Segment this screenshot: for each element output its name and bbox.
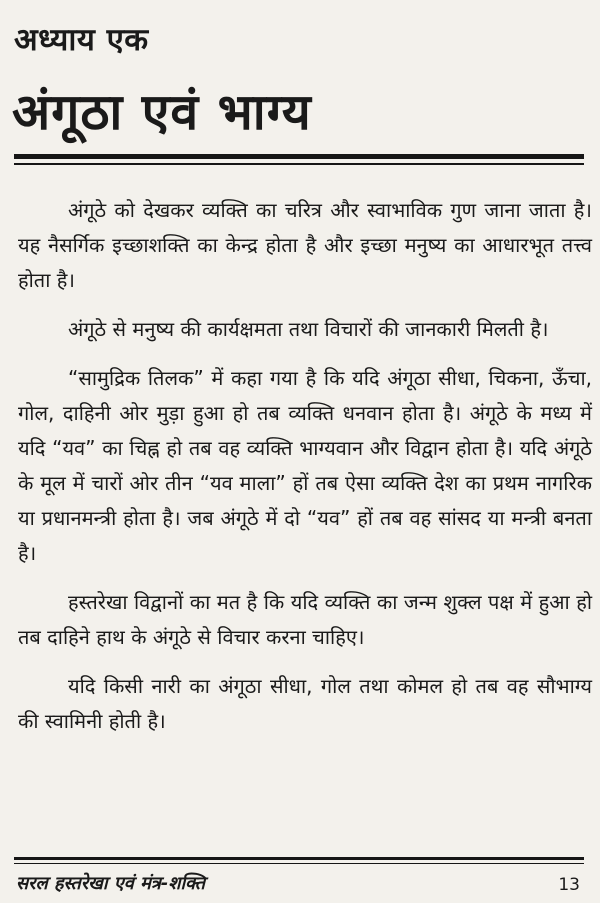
paragraph: अंगूठे से मनुष्य की कार्यक्षमता तथा विचारों की जानकारी मिलती है। [68,317,549,341]
chapter-label: अध्याय एक [14,22,149,58]
running-footer-title: सरल हस्तरेखा एवं मंत्र-शक्ति [16,873,206,894]
chapter-title: अंगूठा एवं भाग्य [12,83,312,141]
paragraph: हस्तरेखा विद्वानों का मत है कि यदि व्यक्ति का जन्म शुक्ल पक्ष में हुआ हो तब दाहिने हाथ के अंगूठे से विचार करना चाहिए। [18,590,592,649]
header-divider-thin [14,163,584,165]
footer-divider-thick [14,857,584,860]
header-divider-thick [14,154,584,159]
paragraph: यदि किसी नारी का अंगूठा सीधा, गोल तथा कोमल हो तब वह सौभाग्य की स्वामिनी होती है। [18,674,592,733]
body-text [18,193,592,753]
page-number: 13 [558,875,580,895]
footer-divider-thin [14,863,584,864]
paragraph: “सामुद्रिक तिलक” में कहा गया है कि यदि अंगूठा सीधा, चिकना, ऊँचा, गोल, दाहिनी ओर मुड़ा हुआ हो तब व्यक्ति धनवान होता है। अंगूठे के मध्य में यदि “यव” का चिह्न हो तब वह व्यक्ति भाग्यवान और विद्वान होता है। यदि अंगूठे के मूल में चारों ओर तीन “यव माला” हों तब ऐसा व्यक्ति देश का प्रथम नागरिक या प्रधानमन्त्री होता है। जब अंगूठे में दो “यव” हों तब वह सांसद या मन्त्री बनता है। [18,366,592,565]
paragraph: अंगूठे को देखकर व्यक्ति का चरित्र और स्वाभाविक गुण जाना जाता है। यह नैसर्गिक इच्छाशक्ति का केन्द्र होता है और इच्छा मनुष्य का आधारभूत तत्त्व होता है। [18,198,592,292]
